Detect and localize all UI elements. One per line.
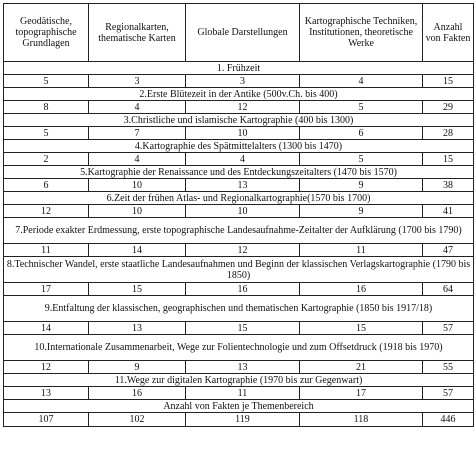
- value-cell: 16: [186, 283, 300, 296]
- value-cell: 10: [186, 205, 300, 218]
- value-cell: 3: [186, 75, 300, 88]
- value-cell: 3: [89, 75, 186, 88]
- value-cell: 2: [4, 153, 89, 166]
- facts-table: [3, 3, 474, 427]
- value-cell: 4: [300, 75, 423, 88]
- value-cell: 15: [300, 322, 423, 335]
- totals-title: Anzahl von Fakten je Themenbereich: [4, 400, 474, 413]
- value-cell: 14: [89, 244, 186, 257]
- header-fact-count: Anzahl von Fakten: [423, 4, 474, 62]
- total-cell: 446: [423, 413, 474, 427]
- value-cell: 21: [300, 361, 423, 374]
- period-title-row: [4, 140, 474, 153]
- period-title: 7.Periode exakter Erdmessung, erste topographische Landesaufnahme-Zeitalter der Aufklärung (1700 bis 1790): [4, 218, 474, 244]
- period-title: 9.Entfaltung der klassischen, geographischen und thematischen Kartographie (1850 bis 1917/18): [4, 296, 474, 322]
- value-cell: 13: [186, 179, 300, 192]
- value-cell: 5: [4, 127, 89, 140]
- totals-values-row: [4, 413, 474, 427]
- value-cell: 9: [300, 205, 423, 218]
- value-cell: 8: [4, 101, 89, 114]
- period-title: 2.Erste Blütezeit in der Antike (500v.Ch. bis 400): [4, 88, 474, 101]
- value-cell: 5: [4, 75, 89, 88]
- value-cell: 13: [4, 387, 89, 400]
- value-cell: 4: [186, 153, 300, 166]
- period-values-row: [4, 127, 474, 140]
- value-cell: 4: [89, 101, 186, 114]
- value-cell: 64: [423, 283, 474, 296]
- value-cell: 28: [423, 127, 474, 140]
- value-cell: 15: [423, 153, 474, 166]
- period-title: 6.Zeit der frühen Atlas- und Regionalkartographie(1570 bis 1700): [4, 192, 474, 205]
- period-values-row: [4, 283, 474, 296]
- header-regional: Regionalkarten, thematische Karten: [89, 4, 186, 62]
- value-cell: 12: [4, 205, 89, 218]
- value-cell: 55: [423, 361, 474, 374]
- period-title-row: [4, 192, 474, 205]
- period-title: 4.Kartographie des Spätmittelalters (1300 bis 1470): [4, 140, 474, 153]
- value-cell: 16: [89, 387, 186, 400]
- value-cell: 6: [4, 179, 89, 192]
- period-values-row: [4, 101, 474, 114]
- period-title-row: [4, 257, 474, 283]
- period-values-row: [4, 75, 474, 88]
- total-cell: 118: [300, 413, 423, 427]
- period-values-row: [4, 387, 474, 400]
- header-geodetic: Geodätische, topographische Grundlagen: [4, 4, 89, 62]
- period-title: 3.Christliche und islamische Kartographie (400 bis 1300): [4, 114, 474, 127]
- period-values-row: [4, 179, 474, 192]
- period-values-row: [4, 244, 474, 257]
- value-cell: 12: [186, 101, 300, 114]
- facts-table-container: [3, 3, 473, 427]
- value-cell: 10: [186, 127, 300, 140]
- period-title-row: [4, 166, 474, 179]
- value-cell: 38: [423, 179, 474, 192]
- value-cell: 5: [300, 153, 423, 166]
- value-cell: 15: [89, 283, 186, 296]
- value-cell: 13: [186, 361, 300, 374]
- value-cell: 9: [89, 361, 186, 374]
- period-values-row: [4, 205, 474, 218]
- value-cell: 10: [89, 179, 186, 192]
- period-values-row: [4, 361, 474, 374]
- value-cell: 11: [4, 244, 89, 257]
- period-title-row: [4, 88, 474, 101]
- total-cell: 102: [89, 413, 186, 427]
- period-title: 5.Kartographie der Renaissance und des Entdeckungszeitalters (1470 bis 1570): [4, 166, 474, 179]
- period-title: 10.Internationale Zusammenarbeit, Wege zur Folientechnologie und zum Offsetdruck (1918 bis 1970): [4, 335, 474, 361]
- value-cell: 47: [423, 244, 474, 257]
- period-title-row: [4, 114, 474, 127]
- totals-title-row: [4, 400, 474, 413]
- value-cell: 11: [300, 244, 423, 257]
- period-values-row: [4, 322, 474, 335]
- value-cell: 29: [423, 101, 474, 114]
- total-cell: 107: [4, 413, 89, 427]
- period-title: 11.Wege zur digitalen Kartographie (1970 bis zur Gegenwart): [4, 374, 474, 387]
- value-cell: 17: [4, 283, 89, 296]
- value-cell: 6: [300, 127, 423, 140]
- period-title-row: [4, 62, 474, 75]
- value-cell: 9: [300, 179, 423, 192]
- value-cell: 57: [423, 322, 474, 335]
- value-cell: 4: [89, 153, 186, 166]
- period-values-row: [4, 153, 474, 166]
- value-cell: 12: [4, 361, 89, 374]
- header-row: [4, 4, 474, 62]
- value-cell: 12: [186, 244, 300, 257]
- value-cell: 17: [300, 387, 423, 400]
- period-title: 1. Frühzeit: [4, 62, 474, 75]
- total-cell: 119: [186, 413, 300, 427]
- value-cell: 11: [186, 387, 300, 400]
- period-title-row: [4, 218, 474, 244]
- value-cell: 15: [423, 75, 474, 88]
- header-global: Globale Darstellungen: [186, 4, 300, 62]
- period-title-row: [4, 335, 474, 361]
- value-cell: 10: [89, 205, 186, 218]
- period-title-row: [4, 296, 474, 322]
- value-cell: 7: [89, 127, 186, 140]
- value-cell: 5: [300, 101, 423, 114]
- value-cell: 13: [89, 322, 186, 335]
- header-techniques: Kartographische Techniken, Institutionen, theoretische Werke: [300, 4, 423, 62]
- value-cell: 57: [423, 387, 474, 400]
- period-title-row: [4, 374, 474, 387]
- value-cell: 41: [423, 205, 474, 218]
- value-cell: 14: [4, 322, 89, 335]
- period-title: 8.Technischer Wandel, erste staatliche Landesaufnahmen und Beginn der klassischen Verlagskartographie (1790 bis 1850): [4, 257, 474, 283]
- value-cell: 16: [300, 283, 423, 296]
- value-cell: 15: [186, 322, 300, 335]
